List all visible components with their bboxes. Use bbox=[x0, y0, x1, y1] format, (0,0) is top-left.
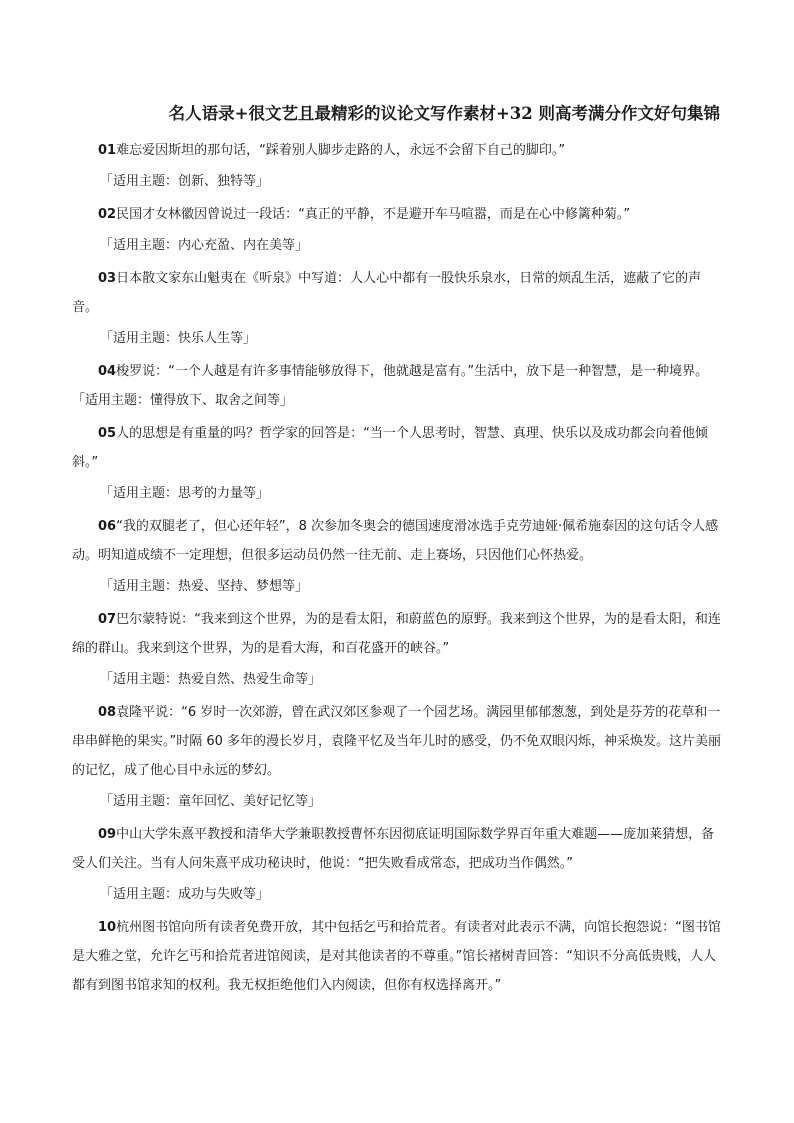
item-number: 02 bbox=[98, 207, 117, 222]
item-text: “我的双腿老了，但心还年轻”，8 次参加冬奥会的德国速度滑冰选手克劳迪娅·佩希施泰因的这句话令人感动。明知道成绩不一定理想，但很多运动员仍然一往无前、走上赛场，只因他们心怀热爱。 bbox=[72, 519, 719, 563]
item-text: 民国才女林徽因曾说过一段话：“真正的平静，不是避开车马喧嚣，而是在心中修篱种菊。” bbox=[116, 207, 631, 222]
item-number: 05 bbox=[98, 426, 117, 441]
item-text: 梭罗说：“一个人越是有许多事情能够放得下，他就越是富有。”生活中，放下是一种智慧，是一种境界。 bbox=[116, 364, 709, 379]
list-item bbox=[72, 200, 722, 229]
list-item bbox=[72, 264, 722, 322]
item-text: 杭州图书馆向所有读者免费开放，其中包括乞丐和拾荒者。有读者对此表示不满，向馆长抱怨说：“图书馆是大雅之堂，允许乞丐和拾荒者进馆阅读，是对其他读者的不尊重。”馆长褚树青回答：“知识不分高低贵贱，人人都有到图书馆求知的权利。我无权拒绝他们入内阅读，但你有权选择离开。” bbox=[72, 920, 721, 993]
item-text: 难忘爱因斯坦的那句话，“踩着别人脚步走路的人，永远不会留下自己的脚印。” bbox=[116, 143, 566, 158]
list-item bbox=[72, 820, 722, 878]
item-theme: 「适用主题：内心充盈、内在美等」 bbox=[100, 238, 309, 253]
list-item bbox=[72, 136, 722, 165]
item-text: 袁隆平说：“6 岁时一次郊游，曾在武汉郊区参观了一个园艺场。满园里郁郁葱葱，到处是芬芳的花草和一串串鲜艳的果实。”时隔 60 多年的漫长岁月，袁隆平忆及当年儿时的感受，仍不免双眼闪烁，神采焕发。这片美丽的记忆，成了他心目中永远的梦幻。 bbox=[72, 705, 722, 778]
item-theme: 「适用主题：童年回忆、美好记忆等」 bbox=[100, 794, 322, 809]
item-number: 03 bbox=[98, 271, 117, 286]
item-theme: 「适用主题：热爱、坚持、梦想等」 bbox=[100, 579, 309, 594]
item-number: 08 bbox=[98, 705, 117, 720]
list-item bbox=[72, 357, 722, 415]
item-text: 巴尔蒙特说：“我来到这个世界，为的是看太阳，和蔚蓝色的原野。我来到这个世界，为的是看太阳，和连绵的群山。我来到这个世界，为的是看大海，和百花盛开的峡谷。” bbox=[72, 612, 721, 656]
item-number: 06 bbox=[98, 519, 117, 534]
item-number: 09 bbox=[98, 827, 117, 842]
item-theme: 「适用主题：热爱自然、热爱生命等」 bbox=[100, 672, 322, 687]
item-theme: 「适用主题：懂得放下、取舍之间等」 bbox=[72, 393, 294, 408]
item-number: 07 bbox=[98, 612, 117, 627]
item-theme: 「适用主题：思考的力量等」 bbox=[100, 486, 270, 501]
page-title: 名人语录+很文艺且最精彩的议论文写作素材+32 则高考满分作文好句集锦 bbox=[168, 104, 720, 123]
list-item bbox=[72, 605, 722, 663]
list-item bbox=[72, 698, 722, 785]
item-theme: 「适用主题：创新、独特等」 bbox=[100, 174, 270, 189]
list-item bbox=[72, 419, 722, 477]
item-number: 10 bbox=[98, 920, 117, 935]
list-item bbox=[72, 512, 722, 570]
item-text: 日本散文家东山魁夷在《听泉》中写道：人人心中都有一股快乐泉水，日常的烦乱生活，遮蔽了它的声音。 bbox=[72, 271, 702, 315]
item-theme: 「适用主题：快乐人生等」 bbox=[100, 331, 257, 346]
item-number: 04 bbox=[98, 364, 117, 379]
item-number: 01 bbox=[98, 143, 117, 158]
item-text: 人的思想是有重量的吗？哲学家的回答是：“当一个人思考时，智慧、真理、快乐以及成功都会向着他倾斜。” bbox=[72, 426, 708, 470]
item-text: 中山大学朱熹平教授和清华大学兼职教授曹怀东因彻底证明国际数学界百年重大难题——庞加莱猜想，备受人们关注。当有人问朱熹平成功秘诀时，他说：“把失败看成常态，把成功当作偶然。” bbox=[72, 827, 715, 871]
item-theme: 「适用主题：成功与失败等」 bbox=[100, 887, 270, 902]
list-item bbox=[72, 913, 722, 1000]
